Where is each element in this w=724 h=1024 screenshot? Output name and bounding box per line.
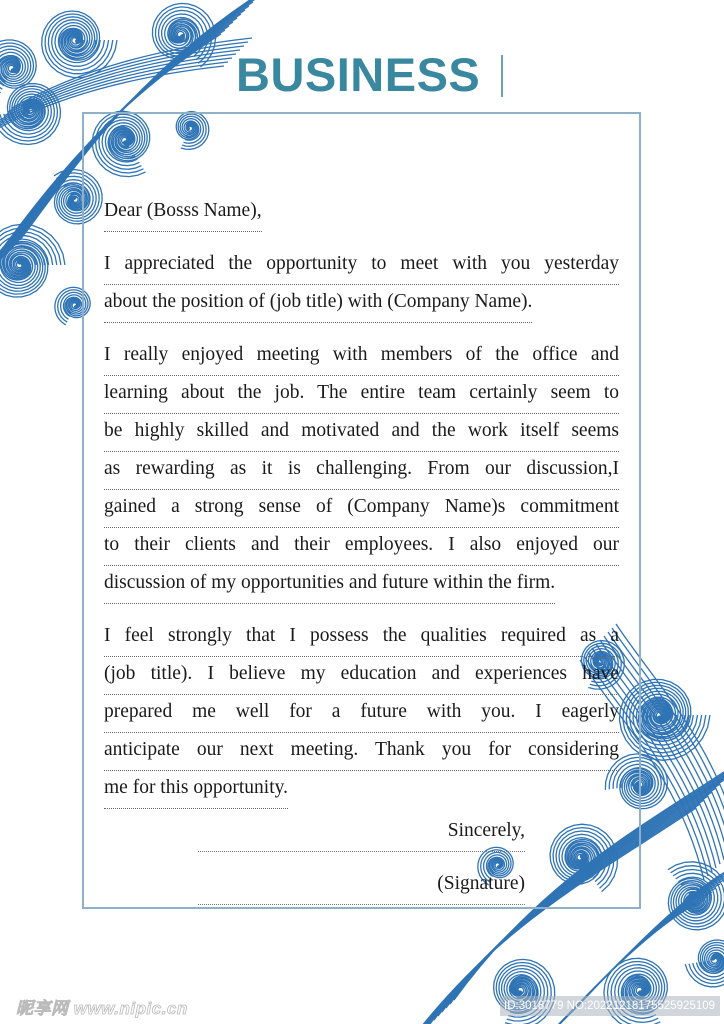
paragraph-line: anticipate our next meeting. Thank you for considering <box>104 733 619 771</box>
paragraph-line: prepared me well for a future with you. I eagerly <box>104 695 619 733</box>
salutation-block <box>104 194 619 232</box>
closing-block <box>198 814 525 905</box>
paragraph-line: to their clients and their employees. I also enjoyed our <box>104 528 619 566</box>
paragraph-line: discussion of my opportunities and future within the firm. <box>104 566 555 604</box>
paragraph-line: learning about the job. The entire team certainly seem to <box>104 376 619 414</box>
paragraph-line: about the position of (job title) with (Company Name). <box>104 285 532 323</box>
id-watermark: ID:3018779 NO:20221218175525925109 <box>500 996 720 1016</box>
paragraph-line: I really enjoyed meeting with members of the office and <box>104 338 619 376</box>
site-watermark: 昵享网 www.nipic.cn <box>16 999 188 1018</box>
paragraph-line: I feel strongly that I possess the qualities required as a <box>104 619 619 657</box>
paragraph-line: (job title). I believe my education and experiences have <box>104 657 619 695</box>
closing-line: Sincerely, <box>198 814 525 852</box>
title-divider <box>501 55 503 97</box>
letter-body <box>104 194 619 824</box>
paragraph-1 <box>104 247 619 323</box>
signature-line: (Signature) <box>198 867 525 905</box>
salutation: Dear (Bosss Name), <box>104 194 262 232</box>
paragraph-2 <box>104 338 619 604</box>
paragraph-line: I appreciated the opportunity to meet with you yesterday <box>104 247 619 285</box>
paragraph-line: gained a strong sense of (Company Name)s commitment <box>104 490 619 528</box>
page-title: BUSINESS <box>236 48 481 101</box>
paragraph-line: be highly skilled and motivated and the work itself seems <box>104 414 619 452</box>
swirl-stroke <box>12 38 252 108</box>
paragraph-3 <box>104 619 619 809</box>
paragraph-line: me for this opportunity. <box>104 771 288 809</box>
paragraph-line: as rewarding as it is challenging. From our discussion,I <box>104 452 619 490</box>
